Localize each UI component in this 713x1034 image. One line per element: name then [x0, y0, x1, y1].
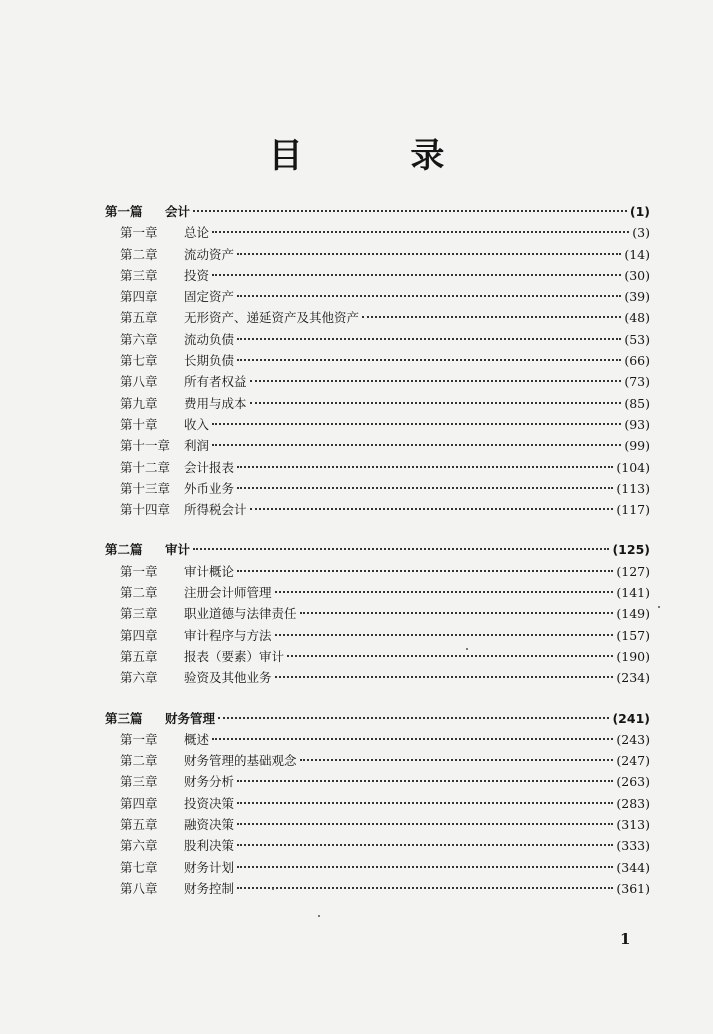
- chapter-title: 验资及其他业务: [184, 670, 272, 686]
- entry-label: [105, 539, 190, 560]
- chapter-page-ref: (283): [616, 795, 650, 811]
- chapter-page-ref: (99): [624, 438, 650, 454]
- chapter-number: 第一章: [120, 731, 158, 747]
- toc-chapter-entry: [105, 393, 650, 414]
- toc-chapter-entry: [105, 750, 650, 771]
- chapter-title: 股利决策: [184, 838, 235, 854]
- entry-label: [120, 793, 234, 814]
- chapter-page-ref: (141): [616, 585, 650, 601]
- toc-part-entry: [105, 539, 650, 560]
- toc-chapter-entry: [105, 307, 650, 328]
- entry-label: [120, 729, 209, 750]
- toc-chapter-entry: [105, 478, 650, 499]
- chapter-title: 固定资产: [184, 289, 235, 305]
- entry-label: [120, 835, 234, 856]
- chapter-page-ref: (333): [616, 838, 650, 854]
- dot-leader: [237, 780, 613, 782]
- chapter-page-ref: (313): [616, 817, 650, 833]
- part-page-ref: (125): [612, 542, 650, 558]
- toc-chapter-entry: [105, 414, 650, 435]
- entry-label: [120, 393, 247, 414]
- chapter-number: 第十一章: [120, 438, 171, 454]
- chapter-page-ref: (30): [624, 267, 650, 283]
- entry-label: [120, 244, 234, 265]
- chapter-title: 无形资产、递延资产及其他资产: [184, 310, 360, 326]
- chapter-page-ref: (53): [624, 331, 650, 347]
- toc-chapter-entry: [105, 814, 650, 835]
- dot-leader: [193, 210, 627, 212]
- toc-chapter-entry: [105, 286, 650, 307]
- chapter-page-ref: (149): [616, 606, 650, 622]
- entry-label: [120, 499, 247, 520]
- toc-chapter-entry: [105, 457, 650, 478]
- toc-chapter-entry: [105, 793, 650, 814]
- entry-label: [120, 286, 234, 307]
- chapter-page-ref: (14): [624, 246, 650, 262]
- chapter-number: 第六章: [120, 838, 158, 854]
- chapter-number: 第二章: [120, 246, 158, 262]
- part-number: 第二篇: [105, 542, 143, 558]
- chapter-title: 总论: [184, 225, 210, 241]
- chapter-page-ref: (190): [616, 648, 650, 664]
- dot-leader: [237, 338, 621, 340]
- toc-chapter-entry: [105, 857, 650, 878]
- chapter-title: 外币业务: [184, 480, 235, 496]
- part-title: 审计: [165, 542, 191, 558]
- entry-label: [120, 771, 234, 792]
- chapter-title: 利润: [184, 438, 210, 454]
- entry-label: [120, 222, 209, 243]
- chapter-number: 第一章: [120, 225, 158, 241]
- part-title: 财务管理: [165, 710, 216, 726]
- dot-leader: [237, 466, 613, 468]
- toc-chapter-entry: [105, 603, 650, 624]
- dot-leader: [237, 887, 613, 889]
- chapter-page-ref: (157): [616, 627, 650, 643]
- toc-chapter-entry: [105, 350, 650, 371]
- entry-label: [120, 350, 234, 371]
- dot-leader: [275, 676, 614, 678]
- dot-leader: [212, 423, 621, 425]
- chapter-number: 第六章: [120, 331, 158, 347]
- toc-chapter-entry: [105, 244, 650, 265]
- entry-label: [120, 582, 272, 603]
- chapter-title: 所得税会计: [184, 502, 247, 518]
- entry-label: [120, 561, 234, 582]
- chapter-page-ref: (85): [624, 395, 650, 411]
- chapter-page-ref: (263): [616, 774, 650, 790]
- toc-part-entry: [105, 201, 650, 222]
- dot-leader: [250, 380, 622, 382]
- part-number: 第三篇: [105, 710, 143, 726]
- toc-chapter-entry: [105, 625, 650, 646]
- toc-chapter-entry: [105, 499, 650, 520]
- dot-leader: [237, 487, 613, 489]
- dot-leader: [237, 253, 621, 255]
- toc-chapter-entry: [105, 771, 650, 792]
- entry-label: [105, 708, 215, 729]
- chapter-page-ref: (39): [624, 289, 650, 305]
- entry-label: [120, 478, 234, 499]
- chapter-number: 第四章: [120, 795, 158, 811]
- scan-speck: [658, 606, 660, 608]
- scan-speck: [318, 915, 320, 917]
- chapter-number: 第九章: [120, 395, 158, 411]
- chapter-title: 财务计划: [184, 859, 235, 875]
- toc-chapter-entry: [105, 582, 650, 603]
- dot-leader: [218, 717, 609, 719]
- chapter-number: 第八章: [120, 374, 158, 390]
- entry-label: [120, 329, 234, 350]
- dot-leader: [237, 844, 613, 846]
- page-title: 目 录: [268, 136, 493, 176]
- chapter-number: 第一章: [120, 563, 158, 579]
- chapter-page-ref: (117): [616, 502, 650, 518]
- chapter-title: 概述: [184, 731, 210, 747]
- dot-leader: [212, 444, 621, 446]
- toc-chapter-entry: [105, 222, 650, 243]
- toc-chapter-entry: [105, 667, 650, 688]
- chapter-title: 注册会计师管理: [184, 585, 272, 601]
- entry-label: [120, 457, 234, 478]
- dot-leader: [250, 508, 614, 510]
- chapter-page-ref: (104): [616, 459, 650, 475]
- chapter-number: 第四章: [120, 289, 158, 305]
- part-page-ref: (1): [629, 204, 650, 219]
- chapter-number: 第二章: [120, 753, 158, 769]
- chapter-title: 投资: [184, 267, 210, 283]
- chapter-title: 长期负债: [184, 353, 235, 369]
- chapter-title: 收入: [184, 416, 210, 432]
- chapter-title: 报表（要素）审计: [184, 648, 285, 664]
- part-number: 第一篇: [105, 204, 143, 219]
- chapter-title: 流动负债: [184, 331, 235, 347]
- dot-leader: [212, 231, 629, 233]
- chapter-page-ref: (93): [624, 416, 650, 432]
- chapter-title: 财务控制: [184, 880, 235, 896]
- part-title: 会计: [165, 204, 191, 219]
- toc-chapter-entry: [105, 265, 650, 286]
- scan-speck: [272, 888, 274, 890]
- chapter-title: 投资决策: [184, 795, 235, 811]
- chapter-title: 职业道德与法律责任: [184, 606, 297, 622]
- chapter-page-ref: (113): [616, 480, 650, 496]
- toc-chapter-entry: [105, 329, 650, 350]
- chapter-number: 第十二章: [120, 459, 171, 475]
- chapter-page-ref: (243): [616, 731, 650, 747]
- chapter-number: 第二章: [120, 585, 158, 601]
- dot-leader: [275, 634, 614, 636]
- chapter-page-ref: (127): [616, 563, 650, 579]
- chapter-title: 财务管理的基础观念: [184, 753, 297, 769]
- chapter-page-ref: (234): [616, 670, 650, 686]
- chapter-page-ref: (3): [632, 225, 650, 241]
- entry-label: [120, 603, 297, 624]
- dot-leader: [287, 655, 613, 657]
- chapter-page-ref: (73): [624, 374, 650, 390]
- dot-leader: [237, 802, 613, 804]
- chapter-number: 第八章: [120, 880, 158, 896]
- entry-label: [120, 750, 297, 771]
- toc-chapter-entry: [105, 646, 650, 667]
- chapter-title: 融资决策: [184, 817, 235, 833]
- dot-leader: [237, 866, 613, 868]
- chapter-number: 第五章: [120, 648, 158, 664]
- chapter-title: 财务分析: [184, 774, 235, 790]
- entry-label: [120, 307, 359, 328]
- toc-chapter-entry: [105, 435, 650, 456]
- dot-leader: [300, 612, 614, 614]
- chapter-page-ref: (344): [616, 859, 650, 875]
- chapter-number: 第三章: [120, 267, 158, 283]
- chapter-title: 流动资产: [184, 246, 235, 262]
- entry-label: [120, 414, 209, 435]
- chapter-number: 第六章: [120, 670, 158, 686]
- chapter-title: 会计报表: [184, 459, 235, 475]
- entry-label: [120, 265, 209, 286]
- part-page-ref: (241): [612, 710, 650, 726]
- chapter-title: 审计程序与方法: [184, 627, 272, 643]
- entry-label: [120, 371, 247, 392]
- chapter-number: 第七章: [120, 353, 158, 369]
- entry-label: [105, 201, 190, 222]
- chapter-number: 第十章: [120, 416, 158, 432]
- entry-label: [120, 878, 234, 899]
- chapter-number: 第五章: [120, 310, 158, 326]
- dot-leader: [237, 570, 613, 572]
- dot-leader: [193, 548, 609, 550]
- dot-leader: [237, 359, 621, 361]
- toc-chapter-entry: [105, 835, 650, 856]
- toc-chapter-entry: [105, 878, 650, 899]
- chapter-number: 第七章: [120, 859, 158, 875]
- toc-chapter-entry: [105, 371, 650, 392]
- dot-leader: [275, 591, 614, 593]
- toc-chapter-entry: [105, 729, 650, 750]
- chapter-page-ref: (48): [624, 310, 650, 326]
- chapter-number: 第十四章: [120, 502, 171, 518]
- dot-leader: [237, 823, 613, 825]
- table-of-contents: [105, 201, 650, 899]
- dot-leader: [212, 738, 613, 740]
- toc-chapter-entry: [105, 561, 650, 582]
- page-number: 1: [620, 930, 631, 948]
- dot-leader: [300, 759, 614, 761]
- chapter-title: 审计概论: [184, 563, 235, 579]
- dot-leader: [250, 402, 622, 404]
- entry-label: [120, 857, 234, 878]
- chapter-page-ref: (66): [624, 353, 650, 369]
- entry-label: [120, 646, 284, 667]
- chapter-number: 第四章: [120, 627, 158, 643]
- entry-label: [120, 625, 272, 646]
- chapter-number: 第十三章: [120, 480, 171, 496]
- chapter-number: 第三章: [120, 774, 158, 790]
- dot-leader: [212, 274, 621, 276]
- entry-label: [120, 435, 209, 456]
- entry-label: [120, 814, 234, 835]
- chapter-page-ref: (361): [616, 880, 650, 896]
- toc-part-entry: [105, 708, 650, 729]
- chapter-number: 第五章: [120, 817, 158, 833]
- chapter-title: 费用与成本: [184, 395, 247, 411]
- chapter-title: 所有者权益: [184, 374, 247, 390]
- chapter-page-ref: (247): [616, 753, 650, 769]
- dot-leader: [237, 295, 621, 297]
- chapter-number: 第三章: [120, 606, 158, 622]
- entry-label: [120, 667, 272, 688]
- scan-speck: [466, 648, 468, 650]
- dot-leader: [362, 316, 621, 318]
